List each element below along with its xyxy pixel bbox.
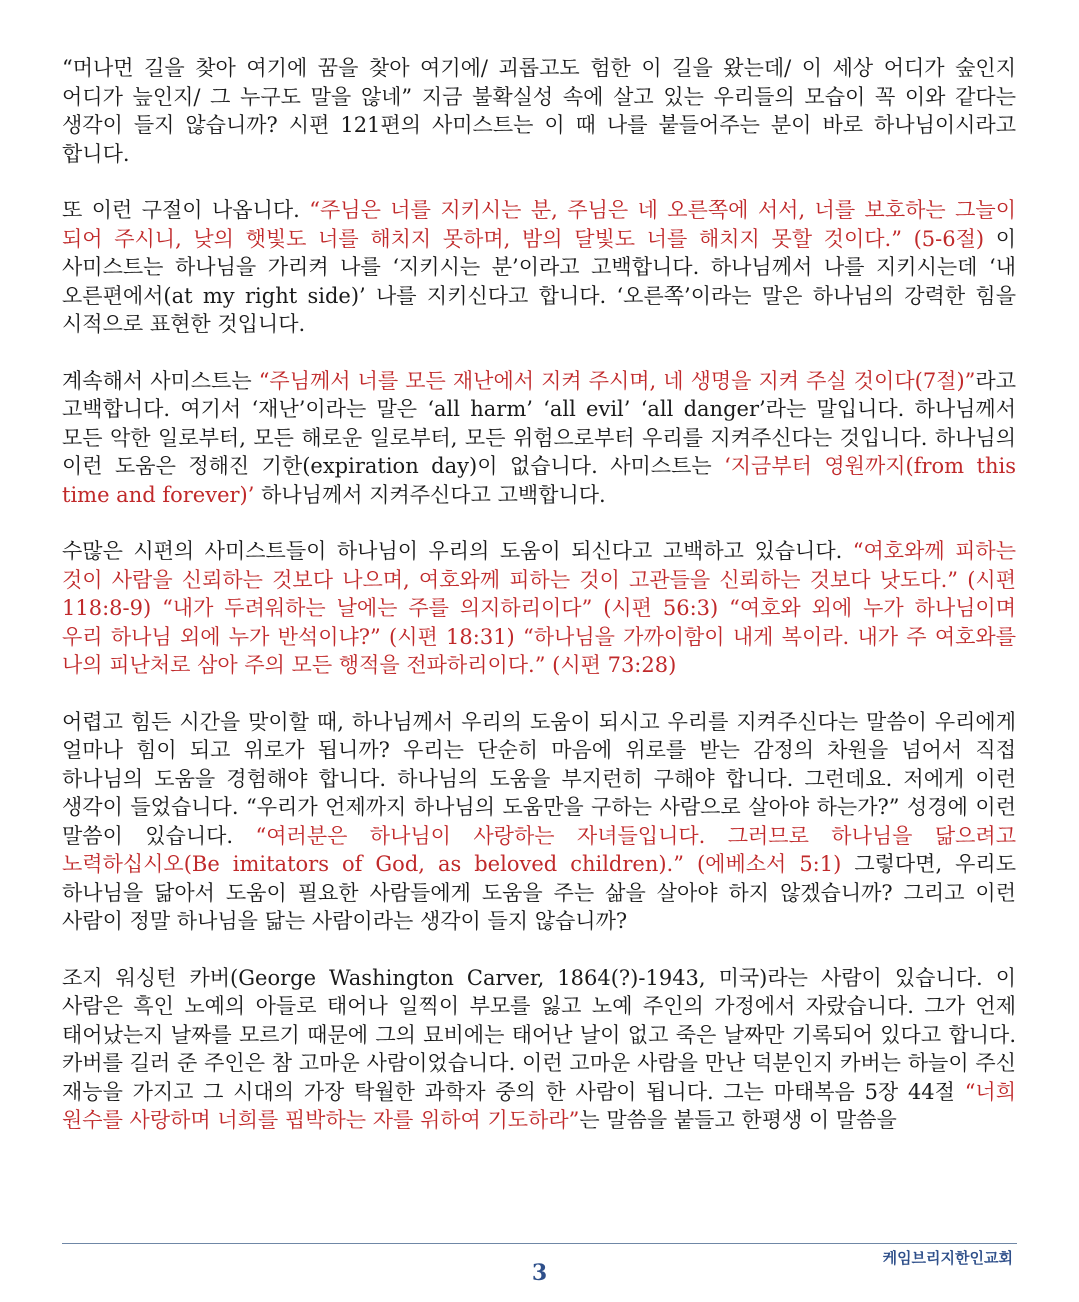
scripture-quote: “여러분은 하나님이 사랑하는 자녀들입니다. 그러므로 하나님을 닮으려고 노력하십시오(Be imitators of God, as beloved children).” (에베소서 5:1) [62,823,1016,876]
paragraph: 또 이런 구절이 나옵니다. “주님은 너를 지키시는 분, 주님은 네 오른쪽에 서서, 너를 보호하는 그늘이 되어 주시니, 낮의 햇빛도 너를 해치지 못하며, 밤의 달빛도 너를 해치지 못할 것이다.” (5-6절) 이 사미스트는 하나님을 가리켜 나를 ‘지키시는 분’이라고 고백합니다. 하나님께서 나를 지키시는데 ‘내 오른편에서(at my right side)’ 나를 지키신다고 합니다. ‘오른쪽’이라는 말은 하나님의 강력한 힘을 시적으로 표현한 것입니다. [62,198,1016,336]
paragraph: 계속해서 사미스트는 “주님께서 너를 모든 재난에서 지켜 주시며, 네 생명을 지켜 주실 것이다(7절)”라고 고백합니다. 여기서 ‘재난’이라는 말은 ‘all harm’ ‘all evil’ ‘all danger’라는 말입니다. 하나님께서 모든 악한 일로부터, 모든 해로운 일로부터, 모든 위험으로부터 우리를 지켜주신다는 것입니다. 하나님의 이런 도움은 정해진 기한(expiration day)이 없습니다. 사미스트는 ‘지금부터 영원까지(from this time and forever)’ 하나님께서 지켜주신다고 고백합니다. [62,368,1016,507]
scripture-quote: “주님은 너를 지키시는 분, 주님은 네 오른쪽에 서서, 너를 보호하는 그늘이 되어 주시니, 낮의 햇빛도 너를 해치지 못하며, 밤의 달빛도 너를 해치지 못할 것이다.” (5-6절) [62,198,1016,251]
paragraph: “머나먼 길을 찾아 여기에 꿈을 찾아 여기에/ 괴롭고도 험한 이 길을 왔는데/ 이 세상 어디가 숲인지 어디가 늪인지/ 그 누구도 말을 않네” 지금 불확실성 속에 살고 있는 우리들의 모습이 꼭 이와 같다는 생각이 들지 않습니까? 시편 121편의 사미스트는 이 때 나를 붙들어주는 분이 바로 하나님이시라고 합니다. [62,56,1016,166]
scripture-quote: “여호와께 피하는 것이 사람을 신뢰하는 것보다 나으며, 여호와께 피하는 것이 고관들을 신뢰하는 것보다 낫도다.” (시편 118:8-9) “내가 두려워하는 날에는 주를 의지하리이다” (시편 56:3) “여호와 외에 누가 하나님이며 우리 하나님 외에 누가 반석이냐?” (시편 18:31) “하나님을 가까이함이 내게 복이라. 내가 주 여호와를 나의 피난처로 삼아 주의 모든 행적을 전파하리이다.” (시편 73:28) [62,539,1016,677]
paragraph: 조지 워싱턴 카버(George Washington Carver, 1864(?)-1943, 미국)라는 사람이 있습니다. 이 사람은 흑인 노예의 아들로 태어나 일찍이 부모를 잃고 노예 주인의 가정에서 자랐습니다. 그가 언제 태어났는지 날짜를 모르기 때문에 그의 묘비에는 태어난 날이 없고 죽은 날짜만 기록되어 있다고 합니다. 카버를 길러 준 주인은 참 고마운 사람이었습니다. 이런 고마운 사람을 만난 덕분인지 카버는 하늘이 주신 재능을 가지고 그 시대의 가장 탁월한 과학자 중의 한 사람이 됩니다. 그는 마태복음 5장 44절 “너희 원수를 사랑하며 너희를 핍박하는 자를 위하여 기도하라”는 말씀을 붙들고 한평생 이 말씀을 [62,965,1016,1132]
paragraph: 어렵고 힘든 시간을 맞이할 때, 하나님께서 우리의 도움이 되시고 우리를 지켜주신다는 말씀이 우리에게 얼마나 힘이 되고 위로가 됩니까? 우리는 단순히 마음에 위로를 받는 감정의 차원을 넘어서 직접 하나님의 도움을 경험해야 합니다. 하나님의 도움을 부지런히 구해야 합니다. 그런데요. 저에게 이런 생각이 들었습니다. “우리가 언제까지 하나님의 도움만을 구하는 사람으로 살아야 하는가?” 성경에 이런 말씀이 있습니다. “여러분은 하나님이 사랑하는 자녀들입니다. 그러므로 하나님을 닮으려고 노력하십시오(Be imitators of God, as beloved children).” (에베소서 5:1) 그렇다면, 우리도 하나님을 닮아서 도움이 필요한 사람들에게 도움을 주는 삶을 살아야 하지 않겠습니까? 그리고 이런 사람이 정말 하나님을 닮는 사람이라는 생각이 들지 않습니까? [62,709,1016,933]
footer-divider [62,1243,1017,1244]
church-name: 케임브리지한인교회 [882,1249,1013,1267]
paragraph: 수많은 시편의 사미스트들이 하나님이 우리의 도움이 되신다고 고백하고 있습니다. “여호와께 피하는 것이 사람을 신뢰하는 것보다 나으며, 여호와께 피하는 것이 고관들을 신뢰하는 것보다 낫도다.” (시편 118:8-9) “내가 두려워하는 날에는 주를 의지하리이다” (시편 56:3) “여호와 외에 누가 하나님이며 우리 하나님 외에 누가 반석이냐?” (시편 18:31) “하나님을 가까이함이 내게 복이라. 내가 주 여호와를 나의 피난처로 삼아 주의 모든 행적을 전파하리이다.” (시편 73:28) [62,539,1016,677]
scripture-quote: ‘지금부터 영원까지(from this time and forever)’ [62,454,1016,507]
scripture-quote: “주님께서 너를 모든 재난에서 지켜 주시며, 네 생명을 지켜 주실 것이다(7절)” [258,368,976,393]
document-body [62,54,1016,1163]
scripture-quote: “너희 원수를 사랑하며 너희를 핍박하는 자를 위하여 기도하라” [62,1079,1016,1132]
page-number: 3 [531,1260,548,1286]
